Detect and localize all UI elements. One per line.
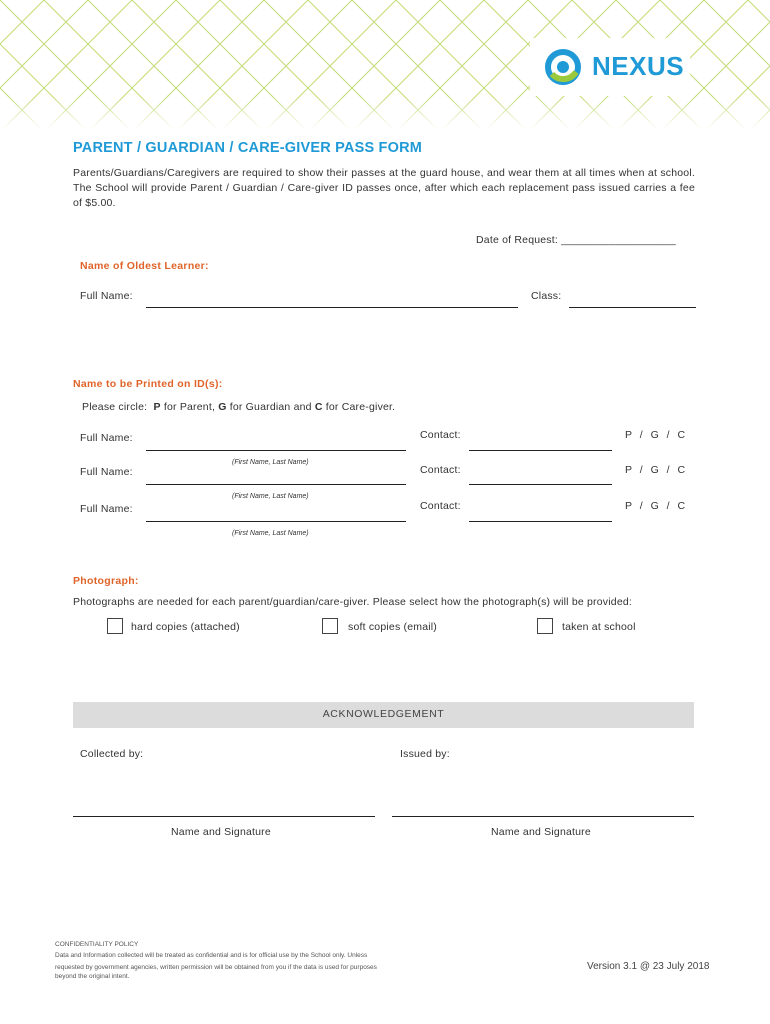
id-row-1-full-name-label: Full Name:	[80, 432, 133, 444]
confidentiality-line-3: beyond the original intent.	[55, 973, 130, 980]
id-row-1-hint: (First Name, Last Name)	[232, 459, 309, 466]
learner-full-name-label: Full Name:	[80, 290, 133, 302]
parent-text: for Parent,	[163, 401, 216, 413]
id-row-2-hint: (First Name, Last Name)	[232, 493, 309, 500]
photograph-heading: Photograph:	[73, 575, 139, 587]
id-row-2-name-input[interactable]	[146, 484, 406, 485]
circle-instruction	[82, 401, 395, 413]
id-row-1-contact-label: Contact:	[420, 429, 461, 441]
issued-by-signature-line[interactable]	[392, 816, 694, 817]
issued-by-signature-caption: Name and Signature	[491, 826, 591, 838]
learner-class-input[interactable]	[569, 307, 696, 308]
oldest-learner-heading: Name of Oldest Learner:	[80, 260, 209, 272]
id-row-2-pgc[interactable]: P / G / C	[625, 464, 686, 476]
soft-copies-checkbox[interactable]	[322, 618, 338, 634]
hard-copies-checkbox[interactable]	[107, 618, 123, 634]
form-title: PARENT / GUARDIAN / CARE-GIVER PASS FORM	[73, 140, 423, 156]
hard-copies-label: hard copies (attached)	[131, 621, 240, 633]
collected-by-label: Collected by:	[80, 748, 144, 760]
collected-by-signature-caption: Name and Signature	[171, 826, 271, 838]
id-row-2-contact-input[interactable]	[469, 484, 612, 485]
id-row-2-contact-label: Contact:	[420, 464, 461, 476]
id-row-3-contact-input[interactable]	[469, 521, 612, 522]
c-letter: C	[314, 401, 323, 413]
id-row-1-name-input[interactable]	[146, 450, 406, 451]
g-letter: G	[218, 401, 227, 413]
nexus-logo-text: NEXUS	[592, 51, 685, 81]
id-row-3-pgc[interactable]: P / G / C	[625, 500, 686, 512]
collected-by-signature-line[interactable]	[73, 816, 375, 817]
acknowledgement-title: ACKNOWLEDGEMENT	[322, 708, 445, 720]
version-label: Version 3.1 @ 23 July 2018	[587, 961, 710, 972]
id-names-heading: Name to be Printed on ID(s):	[73, 378, 223, 390]
caregiver-text: for Care-giver.	[325, 401, 396, 413]
confidentiality-line-1: Data and Information collected will be treated as confidential and is for official use by the School only. Unless	[55, 952, 368, 959]
id-row-2-full-name-label: Full Name:	[80, 466, 133, 478]
intro-paragraph: Parents/Guardians/Caregivers are required to show their passes at the guard house, and wear them at all times when at school. The School will provide Parent / Guardian / Care-giver ID passes once, after which each replacement pass issued carries a fee of $5.00.	[73, 167, 695, 209]
id-row-1-pgc[interactable]: P / G / C	[625, 429, 686, 441]
learner-class-label: Class:	[531, 290, 562, 302]
nexus-logo-icon	[542, 46, 584, 88]
learner-full-name-input[interactable]	[146, 307, 518, 308]
date-of-request[interactable]: Date of Request: ___________________	[476, 234, 676, 246]
id-row-1-contact-input[interactable]	[469, 450, 612, 451]
confidentiality-title: CONFIDENTIALITY POLICY	[55, 941, 139, 948]
id-row-3-full-name-label: Full Name:	[80, 503, 133, 515]
p-letter: P	[153, 401, 161, 413]
id-row-3-hint: (First Name, Last Name)	[232, 530, 309, 537]
taken-at-school-checkbox[interactable]	[537, 618, 553, 634]
soft-copies-label: soft copies (email)	[348, 621, 437, 633]
photograph-instruction: Photographs are needed for each parent/guardian/care-giver. Please select how the photograph(s) will be provided:	[73, 596, 633, 608]
guardian-text: for Guardian and	[229, 401, 312, 413]
id-row-3-name-input[interactable]	[146, 521, 406, 522]
taken-at-school-label: taken at school	[562, 621, 636, 633]
id-row-3-contact-label: Contact:	[420, 500, 461, 512]
confidentiality-line-2: requested by government agencies, written permission will be obtained from you if the data is used for purposes	[55, 964, 377, 971]
issued-by-label: Issued by:	[400, 748, 450, 760]
circle-prefix: Please circle:	[82, 401, 148, 413]
